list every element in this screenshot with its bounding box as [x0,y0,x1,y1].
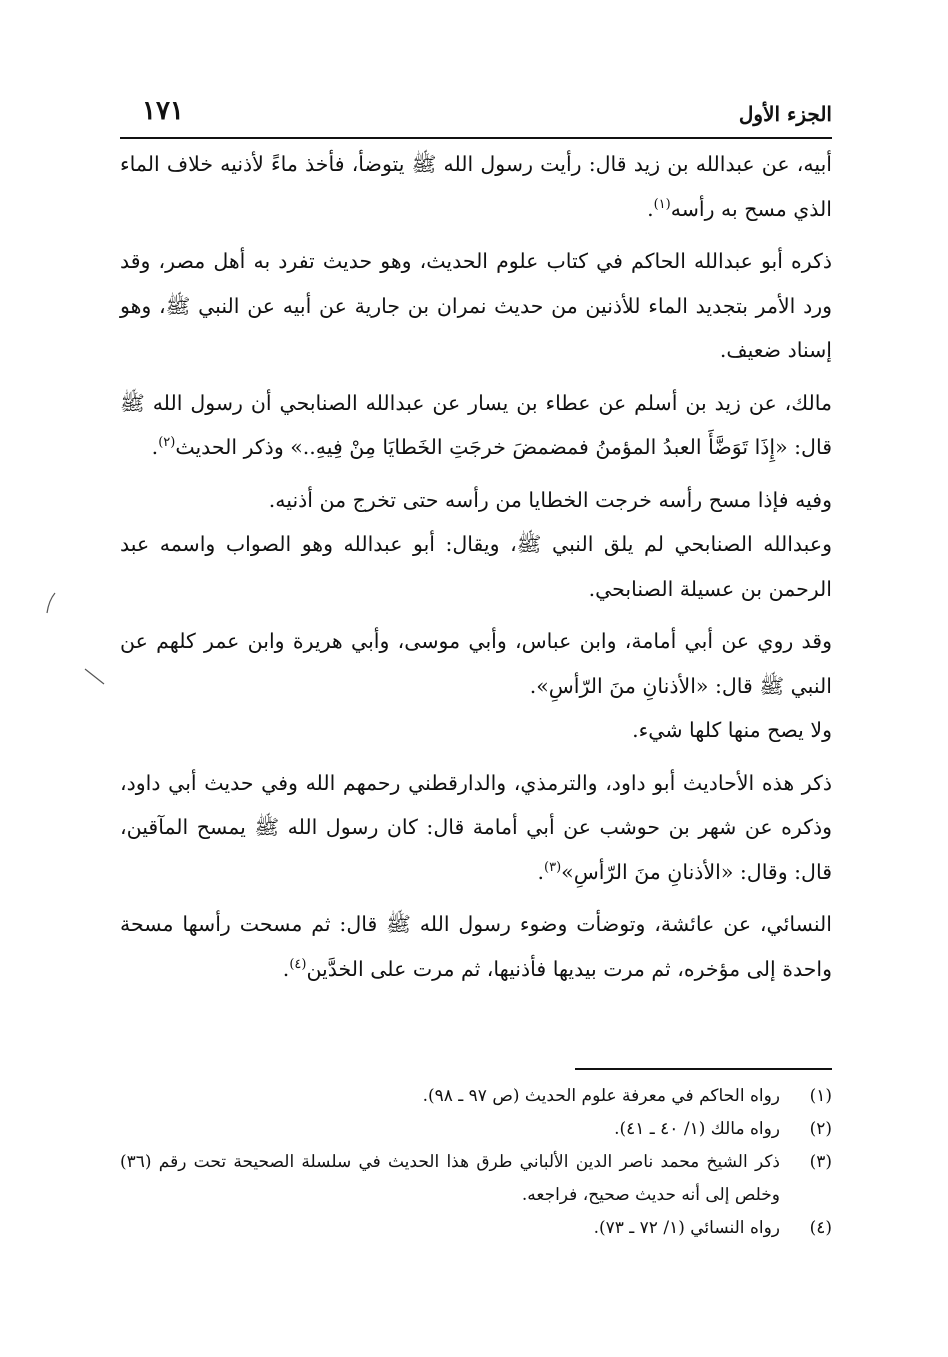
paragraph-3: مالك، عن زيد بن أسلم عن عطاء بن يسار عن عبدالله الصنابحي أن رسول الله ﷺ قال: «إِذَا تَوَضَّأَ العبدُ المؤمنُ فمضمضَ خرجَتِ الخَطايَا مِنْ فِيهِ..» وذكر الحديث$^{(٢)}$. [120,390,832,459]
paragraph-2: ذكره أبو عبدالله الحاكم في كتاب علوم الحديث، وهو حديث تفرد به أهل مصر، وقد ورد الأمر بتجديد الماء للأذنين من حديث نمران بن جارية عن أبيه عن النبي ﷺ، وهو إسناد ضعيف. [120,249,832,362]
footnote-1 [120,1080,832,1113]
paragraph-7: ولا يصح منها كلها شيء. [632,718,832,742]
margin-scan-mark-lower [84,668,106,686]
footnote-number: (٢) [809,1119,832,1139]
footnote-4 [120,1212,832,1245]
footnote-text: ذكر الشيخ محمد ناصر الدين الألباني طرق هذا الحديث في سلسلة الصحيحة تحت رقم (٣٦) وخلص إلى أنه حديث صحيح، فراجعه. [120,1152,780,1205]
footnote-ref-2[interactable]: (٢) [158,435,176,451]
paragraph-6: وقد روي عن أبي أمامة، وابن عباس، وأبي موسى، وأبي هريرة وابن عمر كلهم عن النبي ﷺ قال: «الأذنانِ منَ الرّأسِ». [120,629,832,698]
header-rule [120,137,832,139]
footnote-ref-1[interactable]: (١) [653,196,671,212]
footnotes [120,1080,832,1245]
footnote-ref-3[interactable]: (٣) [544,859,562,875]
footnote-ref-4[interactable]: (٤) [289,956,307,972]
footnote-text: رواه الحاكم في معرفة علوم الحديث (ص ٩٧ ـ ٩٨). [422,1086,780,1106]
footnote-2 [120,1113,832,1146]
paragraph-5: وعبدالله الصنابحي لم يلق النبي ﷺ، ويقال: أبو عبدالله وهو الصواب واسمه عبد الرحمن بن عسيلة الصنابحي. [120,532,832,601]
footnote-separator [575,1068,832,1070]
volume-title: الجزء الأول [738,102,832,126]
footnote-text: رواه مالك (١/ ٤٠ ـ ٤١). [614,1119,780,1139]
footnote-number: (١) [809,1086,832,1106]
paragraph-1: أبيه، عن عبدالله بن زيد قال: رأيت رسول الله ﷺ يتوضأ، فأخذ ماءً لأذنيه خلاف الماء الذي مسح به رأسه$^{(١)}$. [120,152,832,221]
footnote-number: (٣) [809,1152,832,1172]
footnote-text: رواه النسائي (١/ ٧٢ ـ ٧٣). [593,1218,780,1238]
paragraph-9: النسائي، عن عائشة، وتوضأت وضوء رسول الله ﷺ قال: ثم مسحت رأسها مسحة واحدة إلى مؤخره، ثم مرت بيديها فأذنيها، ثم مرت على الخدَّين$^{(٤)}$. [120,912,832,981]
main-text [120,142,832,999]
paragraph-4: وفيه فإذا مسح رأسه خرجت الخطايا من رأسه حتى تخرج من أذنيه. [268,487,832,512]
page-number: ١٧١ [142,96,184,126]
margin-scan-mark-upper [44,592,58,614]
footnote-3 [120,1146,832,1212]
paragraph-8: ذكر هذه الأحاديث أبو داود، والترمذي، والدارقطني رحمهم الله وفي حديث أبي داود، وذكره عن شهر بن حوشب عن أبي أمامة قال: كان رسول الله ﷺ يمسح المآقين، قال: وقال: «الأذنانِ منَ الرّأسِ»$^{(٣)}$. [120,770,832,884]
footnote-number: (٤) [809,1218,832,1238]
running-header [120,96,832,136]
